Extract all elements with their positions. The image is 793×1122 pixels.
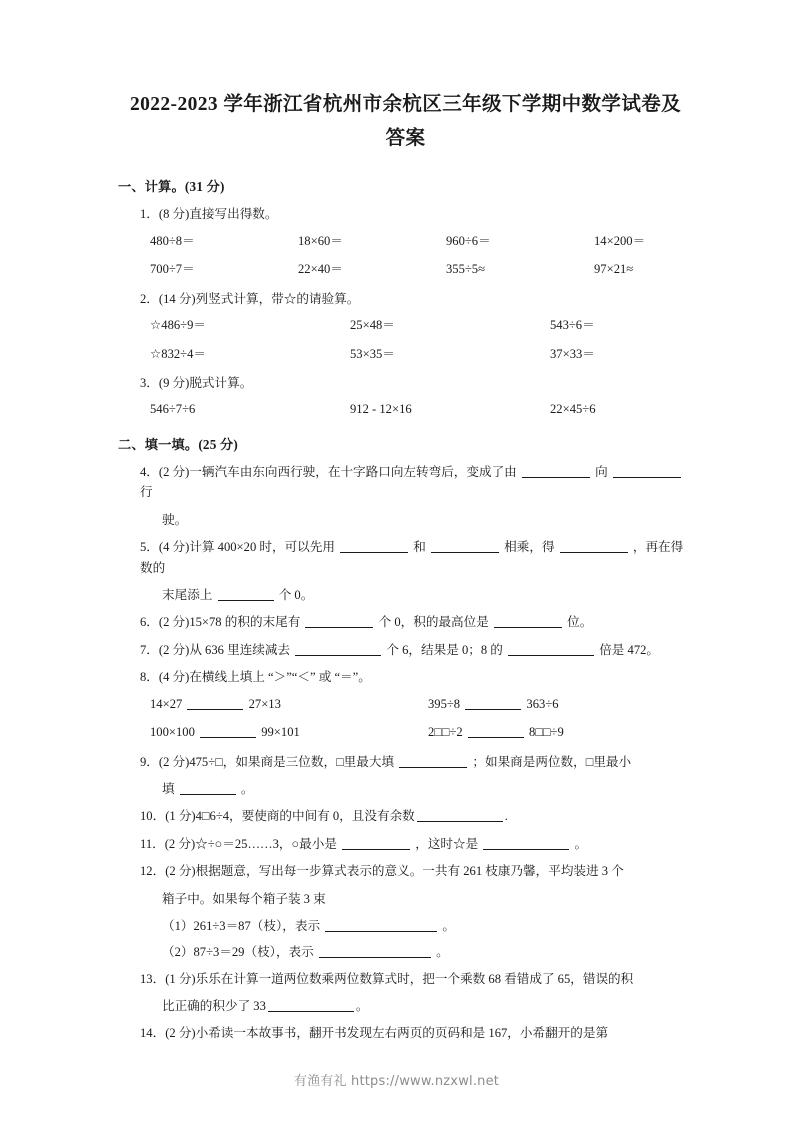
answer-blank[interactable] [431, 552, 499, 553]
question-4 [118, 462, 693, 503]
question-13-line-2 [118, 996, 693, 1016]
question-2-stem [118, 289, 693, 309]
answer-blank[interactable] [187, 709, 243, 710]
question-1-row-2 [118, 260, 693, 280]
answer-blank[interactable] [218, 600, 274, 601]
question-13-line-1: 13．(1 分)乐乐在计算一道两位数乘两位数算式时，把一个乘数 68 看错成了 65，错误的积 [140, 971, 634, 986]
question-5 [118, 537, 693, 578]
answer-blank[interactable] [399, 767, 467, 768]
answer-blank[interactable] [613, 477, 681, 478]
answer-blank[interactable] [319, 957, 431, 958]
expression: 37×33＝ [550, 346, 595, 361]
comparison-right: 27×13 [248, 696, 281, 711]
page-title: 2022-2023 学年浙江省杭州市余杭区三年级下学期中数学试卷及答案 [129, 94, 682, 150]
expression: 480÷8＝ [150, 233, 195, 248]
expression: 22×40＝ [298, 262, 343, 277]
answer-blank[interactable] [468, 737, 524, 738]
answer-blank[interactable] [494, 627, 562, 628]
question-3-text: 3．(9 分)脱式计算。 [140, 376, 253, 391]
comparison-right: 363÷6 [526, 696, 559, 711]
answer-blank[interactable] [268, 1011, 354, 1012]
question-12-sub-1 [118, 916, 693, 936]
answer-blank[interactable] [465, 709, 521, 710]
question-8-text: 8．(4 分)在横线上填上 “＞”“＜” 或 “＝”。 [140, 670, 371, 685]
answer-blank[interactable] [200, 737, 256, 738]
answer-blank[interactable] [305, 627, 373, 628]
question-11-text-part1: 11．(2 分)☆÷○＝25……3，○最小是 [140, 836, 337, 851]
comparison-left: 100×100 [150, 725, 195, 740]
question-11-text-part3: 。 [574, 836, 588, 851]
question-9-text-part1: 9．(2 分)475÷□，如果商是三位数，□里最大填 [140, 754, 395, 769]
question-11-text-part2: ，这时☆是 [415, 836, 479, 851]
question-13-line2-text-a: 比正确的积少了 33 [162, 999, 266, 1014]
expression: 912 - 12×16 [350, 402, 412, 417]
question-7 [118, 640, 693, 660]
question-13-line2-text-b: 。 [355, 999, 369, 1014]
comparison-item [428, 723, 706, 743]
comparison-left: 14×27 [150, 696, 183, 711]
comparison-right: 8□□÷9 [529, 725, 564, 740]
question-5-line-2 [118, 585, 693, 605]
footer-watermark: 有渔有礼 https://www.nzxwl.net [293, 1074, 500, 1089]
expression: ☆832÷4＝ [150, 346, 206, 361]
question-2-text: 2．(14 分)列竖式计算，带☆的请验算。 [140, 291, 360, 306]
question-10 [118, 806, 693, 826]
answer-blank[interactable] [295, 655, 381, 656]
question-6-text-part2: 个 0，积的最高位是 [378, 615, 489, 630]
question-3-row-1 [118, 400, 693, 420]
question-6-text-part3: 位。 [567, 615, 593, 630]
question-9-text-part2: ；如果商是两位数，□里最小 [472, 754, 632, 769]
question-2-row-2 [118, 345, 693, 365]
answer-blank[interactable] [483, 849, 569, 850]
question-4-text-part3: 行 [140, 485, 153, 500]
question-9-line2-text-b: 。 [240, 781, 254, 796]
question-7-text-part1: 7．(2 分)从 636 里连续减去 [140, 642, 291, 657]
question-7-text-part2: 个 6，结果是 0；8 的 [386, 642, 503, 657]
expression: 22×45÷6 [550, 402, 596, 417]
answer-blank[interactable] [342, 849, 410, 850]
section-heading-calculation: 一、计算。(31 分) [118, 179, 225, 195]
question-1-row-1 [118, 232, 693, 252]
answer-blank[interactable] [508, 655, 594, 656]
answer-blank[interactable] [180, 794, 236, 795]
expression: ☆486÷9＝ [150, 318, 206, 333]
section-heading-fill-in-blank: 二、填一填。(25 分) [118, 437, 238, 452]
answer-blank[interactable] [325, 931, 437, 932]
question-5-text-part1: 5．(4 分)计算 400×20 时，可以先用 [140, 540, 335, 555]
answer-blank[interactable] [522, 477, 590, 478]
comparison-right: 99×101 [261, 725, 300, 740]
expression: 543÷6＝ [550, 318, 595, 333]
comparison-item [150, 695, 428, 715]
question-12-sub1-end: 。 [442, 918, 455, 933]
question-5-line2-text-b: 个 0。 [278, 587, 314, 602]
question-8-stem [118, 667, 693, 687]
question-10-text-part2: . [504, 809, 508, 824]
expression: 700÷7＝ [150, 262, 195, 277]
question-10-text-part1: 10．(1 分)4□6÷4，要使商的中间有 0，且没有余数 [140, 809, 415, 824]
question-5-text-part4: ，再在得数的 [140, 540, 684, 575]
question-4-text-part2: 向 [595, 465, 608, 479]
answer-blank[interactable] [560, 552, 628, 553]
question-9 [118, 752, 693, 772]
question-2-row-1 [118, 316, 693, 336]
question-1-text: 1．(8 分)直接写出得数。 [140, 207, 278, 222]
question-6-text-part1: 6．(2 分)15×78 的积的末尾有 [140, 615, 301, 630]
question-7-text-part3: 倍是 472。 [599, 642, 660, 657]
comparison-left: 2□□÷2 [428, 725, 463, 740]
comparison-item [428, 695, 706, 715]
question-9-line-2 [118, 779, 693, 799]
answer-blank[interactable] [340, 552, 408, 553]
question-5-text-part3: 相乘，得 [504, 540, 555, 555]
question-8-row-1 [118, 695, 693, 715]
question-6 [118, 612, 693, 632]
question-1-stem [118, 204, 693, 224]
question-11 [118, 834, 693, 854]
question-5-line2-text-a: 末尾添上 [162, 587, 213, 602]
question-3-stem [118, 373, 693, 393]
question-9-line2-text-a: 填 [162, 781, 175, 796]
expression: 960÷6＝ [446, 233, 491, 248]
question-12-sub2-text: （2）87÷3＝29（枝），表示 [162, 945, 314, 960]
question-14-line-1: 14．(2 分)小希读一本故事书，翻开书发现左右两页的页码和是 167，小希翻开的是第 [140, 1026, 609, 1041]
expression: 18×60＝ [298, 233, 343, 248]
expression: 546÷7÷6 [150, 402, 196, 417]
expression: 53×35＝ [350, 346, 395, 361]
comparison-left: 395÷8 [428, 696, 461, 711]
question-12-sub1-text: （1）261÷3＝87（枝），表示 [162, 918, 321, 933]
question-12-line-2: 箱子中。如果每个箱子装 3 束 [162, 891, 326, 906]
question-5-text-part2: 和 [413, 540, 426, 555]
expression: 97×21≈ [594, 262, 634, 277]
expression: 355÷5≈ [446, 262, 486, 277]
comparison-item [150, 723, 428, 743]
question-8-row-2 [118, 723, 693, 743]
question-12-line-1: 12．(2 分)根据题意，写出每一步算式表示的意义。一共有 261 枝康乃馨，平均装进 3 个 [140, 864, 624, 879]
expression: 25×48＝ [350, 318, 395, 333]
answer-blank[interactable] [417, 821, 503, 822]
question-4-text-part1: 4．(2 分)一辆汽车由东向西行驶，在十字路口向左转弯后，变成了由 [140, 465, 517, 479]
question-12-sub-2 [118, 942, 693, 962]
question-12-sub2-end: 。 [436, 945, 449, 960]
question-4-line-2: 驶。 [162, 512, 188, 527]
expression: 14×200＝ [594, 233, 646, 248]
